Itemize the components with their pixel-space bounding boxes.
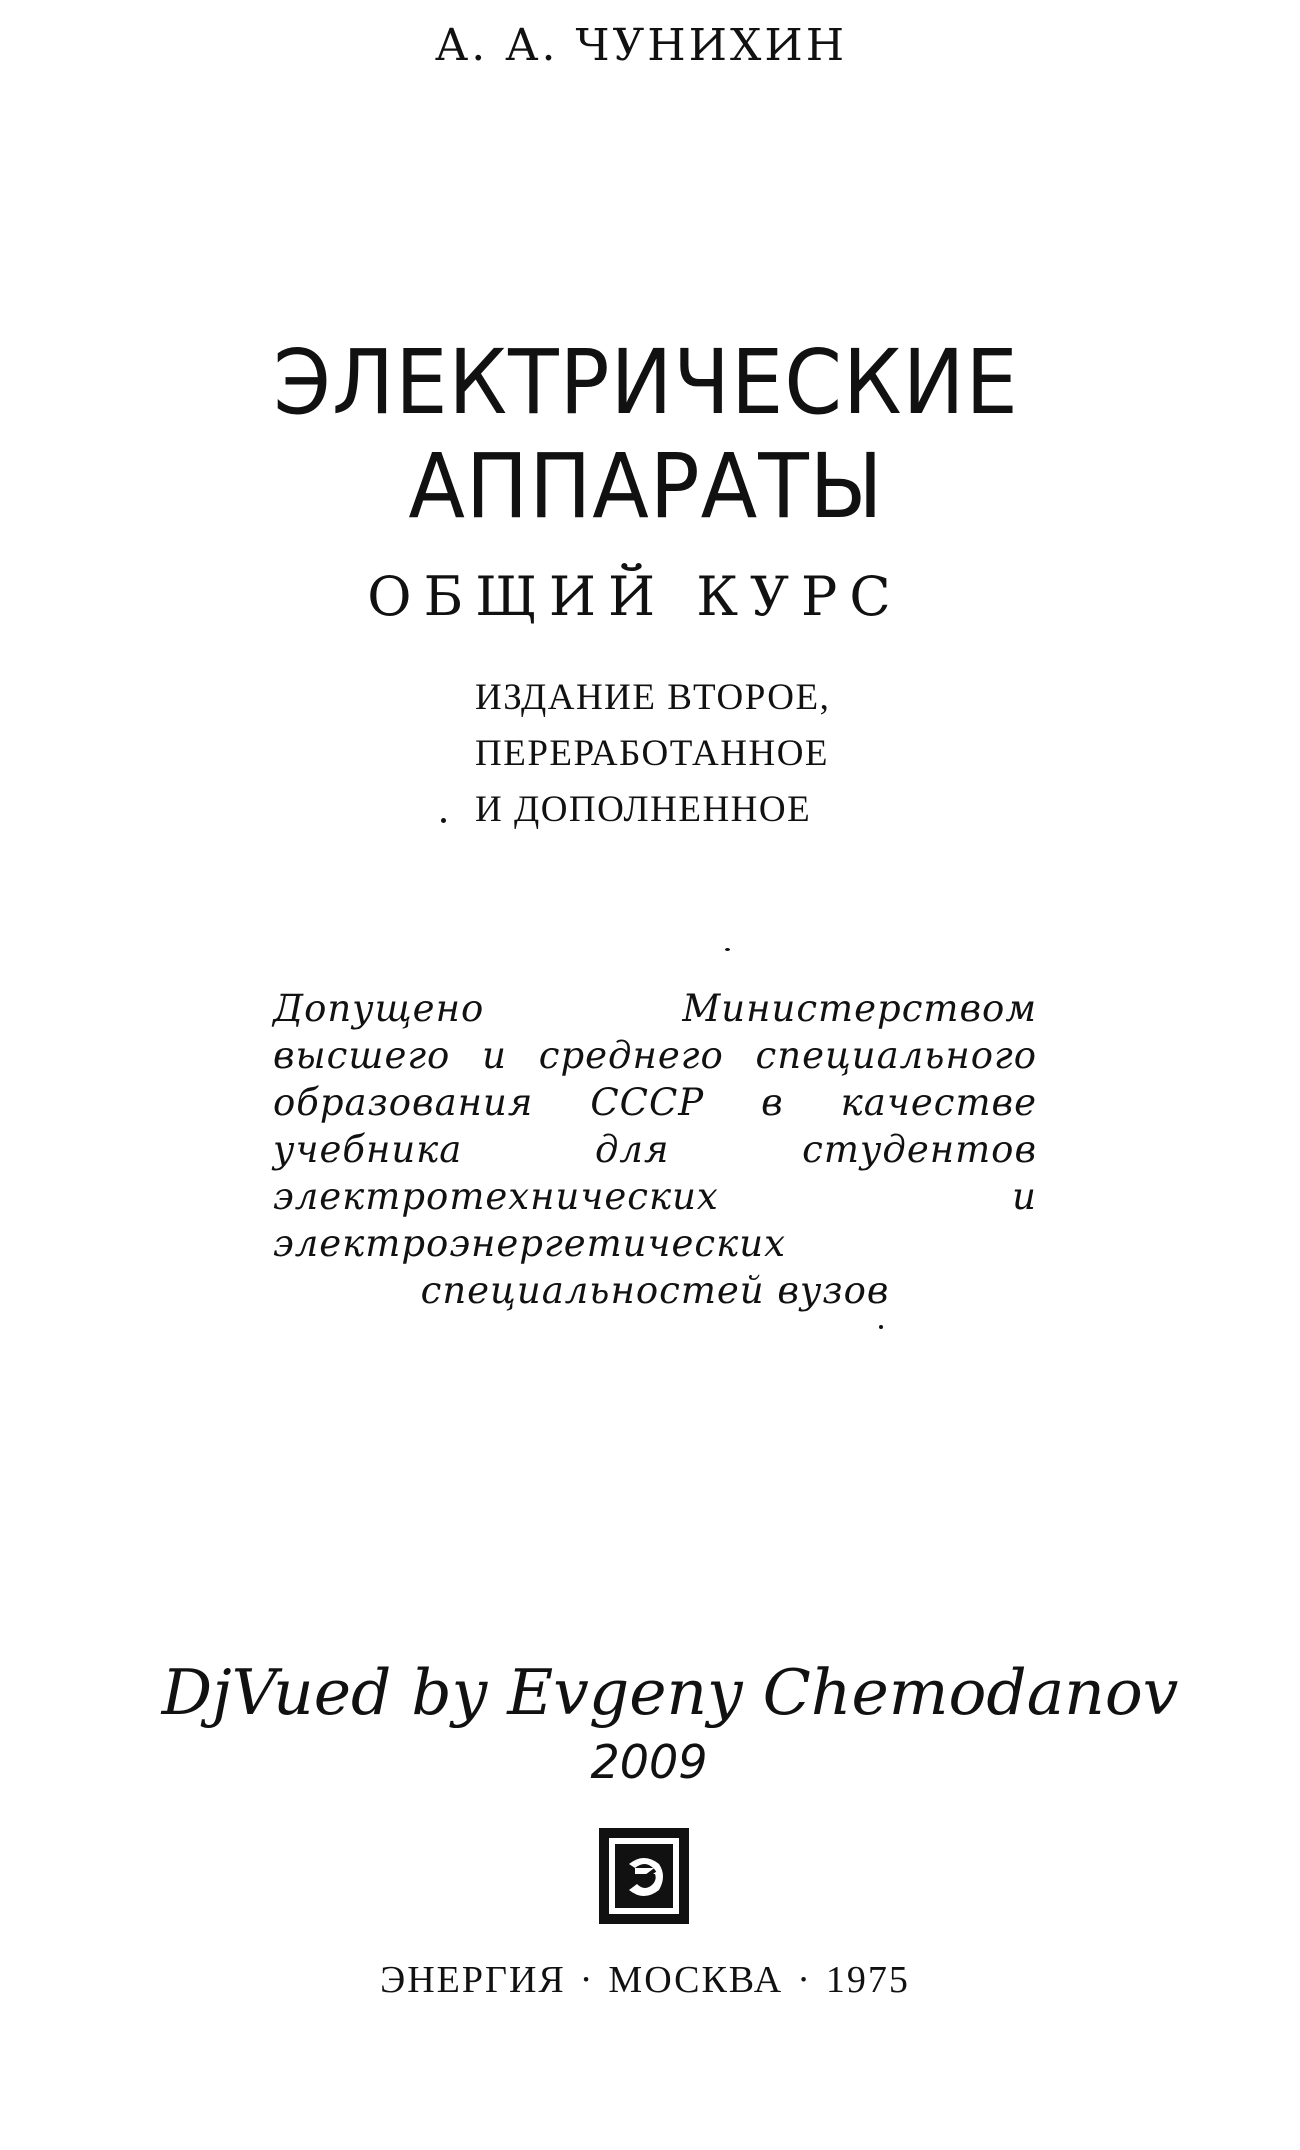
book-title-line-1: ЭЛЕКТРИЧЕСКИЕ bbox=[273, 330, 1019, 434]
edition-note bbox=[475, 670, 830, 838]
scan-speck bbox=[441, 818, 446, 823]
edition-line-3: И ДОПОЛНЕННОЕ bbox=[475, 789, 812, 830]
publisher-imprint bbox=[0, 1958, 1295, 2002]
imprint-separator: · bbox=[797, 1959, 812, 2001]
edition-line-2: ПЕРЕРАБОТАННОЕ bbox=[475, 733, 830, 774]
ministry-approval-note: Допущено Министерством высшего и среднего специального образования СССР в качестве учебника для студентов электротехнических и электроэнергетических специальностей вузов bbox=[273, 987, 1037, 1312]
imprint-publisher: ЭНЕРГИЯ bbox=[380, 1959, 566, 2001]
djvu-credit-year: 2009 bbox=[590, 1735, 708, 1789]
imprint-year: 1975 bbox=[825, 1959, 910, 2001]
book-subtitle: ОБЩИЙ КУРС bbox=[367, 565, 903, 628]
imprint-separator: · bbox=[579, 1959, 595, 2001]
edition-line-1: ИЗДАНИЕ ВТОРОЕ, bbox=[475, 677, 831, 718]
imprint-city: МОСКВА bbox=[608, 1959, 784, 2001]
book-title bbox=[42, 330, 1251, 538]
energiya-publisher-logo-icon bbox=[595, 1824, 695, 1930]
djvu-credit: DjVued by Evgeny Chemodanov bbox=[161, 1656, 1179, 1729]
scan-speck bbox=[879, 1325, 883, 1329]
author-name: А. А. ЧУНИХИН bbox=[434, 20, 848, 71]
scan-speck bbox=[725, 948, 730, 951]
book-title-line-2: АППАРАТЫ bbox=[408, 434, 884, 538]
